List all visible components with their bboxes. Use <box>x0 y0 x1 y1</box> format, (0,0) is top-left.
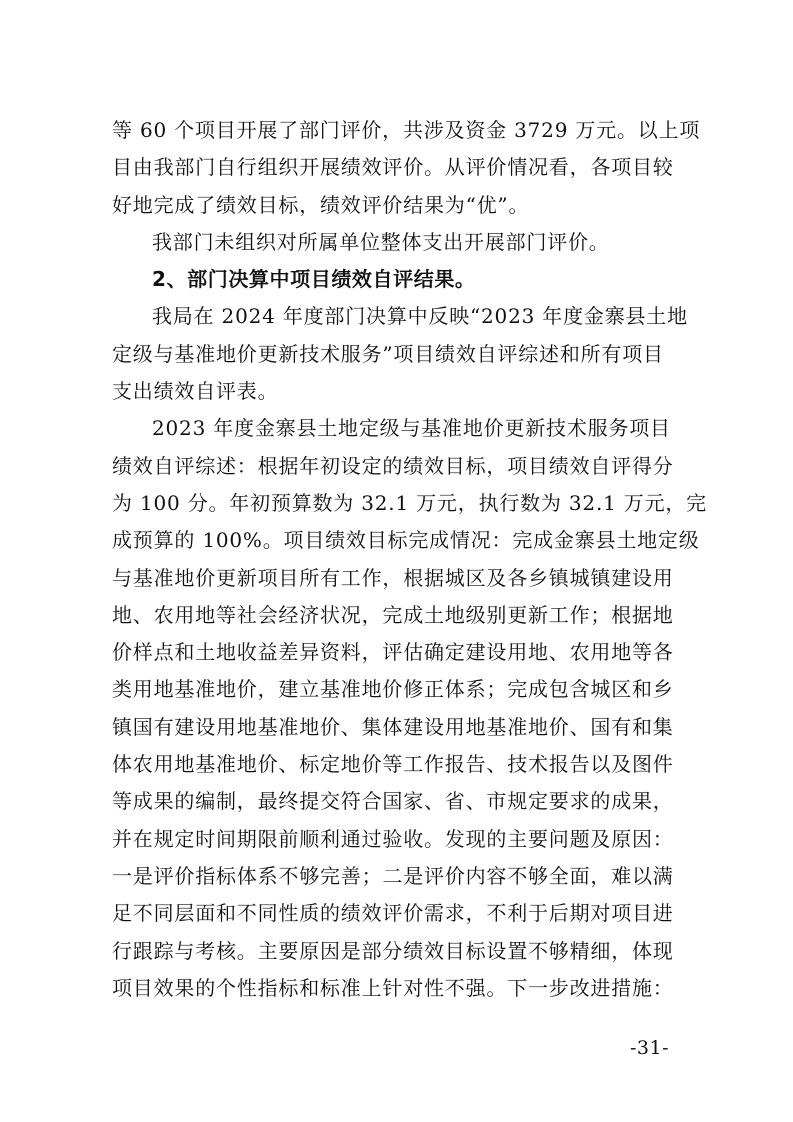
text-line: 定级与基准地价更新技术服务”项目绩效自评综述和所有项目 <box>112 341 664 366</box>
text-line: 等成果的编制，最终提交符合国家、省、市规定要求的成果， <box>112 789 674 814</box>
text-line: 好地完成了绩效目标，绩效评价结果为“优”。 <box>112 192 530 217</box>
text-line: 与基准地价更新项目所有工作，根据城区及各乡镇城镇建设用 <box>112 565 674 590</box>
text-line: 一是评价指标体系不够完善；二是评价内容不够全面，难以满 <box>112 863 674 888</box>
text-line: 支出绩效自评表。 <box>112 379 279 404</box>
page-number: -31- <box>630 1037 670 1059</box>
text-line: 类用地基准地价，建立基准地价修正体系；完成包含城区和乡 <box>112 677 674 702</box>
text-line: 地、农用地等社会经济状况，完成土地级别更新工作；根据地 <box>112 602 674 627</box>
text-line: 2023 年度金寨县土地定级与基准地价更新技术服务项目 <box>152 416 671 441</box>
text-line: 并在规定时间期限前顺利通过验收。发现的主要问题及原因： <box>112 826 674 851</box>
text-line: 我部门未组织对所属单位整体支出开展部门评价。 <box>152 229 610 254</box>
text-line: 绩效自评综述：根据年初设定的绩效目标，项目绩效自评得分 <box>112 453 674 478</box>
text-line: 价样点和土地收益差异资料，评估确定建设用地、农用地等各 <box>112 640 674 665</box>
text-line: 我局在 2024 年度部门决算中反映“2023 年度金寨县土地 <box>152 304 688 329</box>
text-line: 镇国有建设用地基准地价、集体建设用地基准地价、国有和集 <box>112 714 674 739</box>
text-line: 等 60 个项目开展了部门评价，共涉及资金 3729 万元。以上项 <box>112 118 701 142</box>
document-body <box>112 112 707 1007</box>
text-line: 行跟踪与考核。主要原因是部分绩效目标设置不够精细，体现 <box>112 938 674 963</box>
text-line: 目由我部门自行组织开展绩效评价。从评价情况看，各项目较 <box>112 155 674 180</box>
section-heading: 2、部门决算中项目绩效自评结果。 <box>152 267 476 292</box>
text-line: 为 100 分。年初预算数为 32.1 万元，执行数为 32.1 万元，完 <box>112 490 707 515</box>
text-line: 成预算的 100%。项目绩效目标完成情况：完成金寨县土地定级 <box>112 528 700 553</box>
text-line: 足不同层面和不同性质的绩效评价需求，不利于后期对项目进 <box>112 901 674 926</box>
text-line: 体农用地基准地价、标定地价等工作报告、技术报告以及图件 <box>112 752 674 777</box>
text-line: 项目效果的个性指标和标准上针对性不强。下一步改进措施： <box>112 975 674 1000</box>
